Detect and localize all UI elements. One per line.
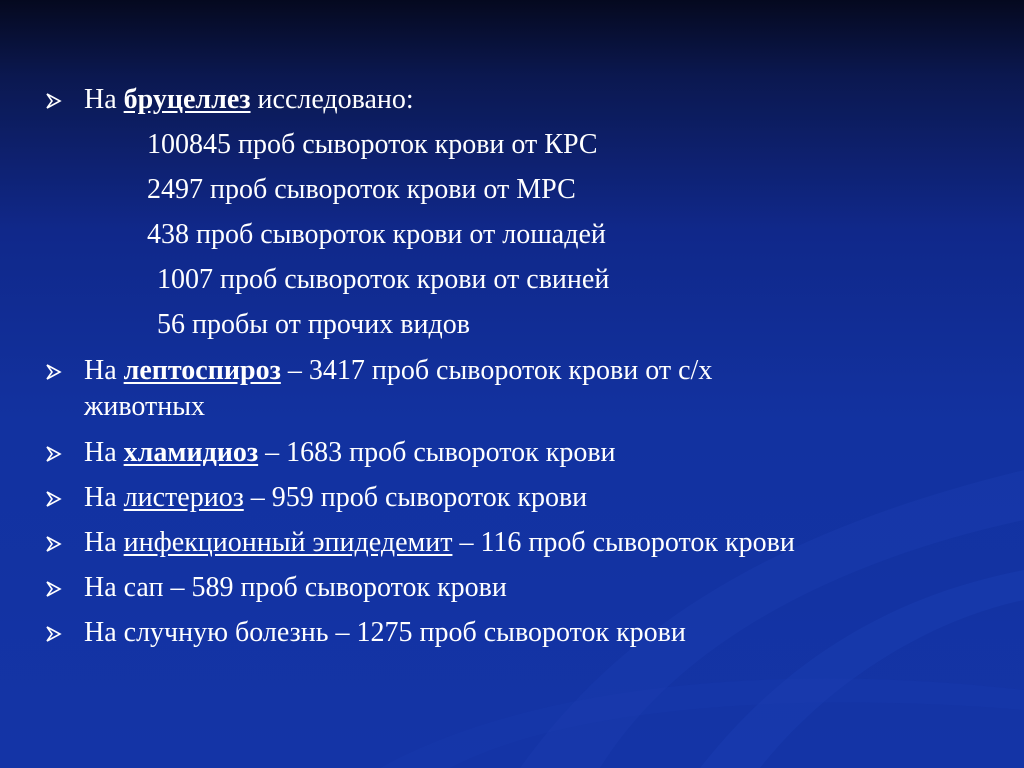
arrowhead-bullet-icon bbox=[46, 580, 62, 598]
leptospirosis-disease: лептоспироз bbox=[123, 355, 281, 386]
leptospirosis-prefix: На bbox=[84, 355, 124, 386]
dourine-item: На случную болезнь – 1275 проб сывороток крови bbox=[84, 617, 686, 648]
glanders-item: На сап – 589 проб сывороток крови bbox=[84, 572, 507, 603]
infectious-epididymitis-prefix: На bbox=[84, 527, 124, 558]
leptospirosis-item bbox=[84, 355, 712, 387]
chlamydiosis-item bbox=[84, 437, 616, 469]
leptospirosis-suffix: – 3417 проб сывороток крови от с/х bbox=[280, 355, 713, 386]
chlamydiosis-disease: хламидиоз bbox=[123, 437, 259, 468]
leptospirosis-continuation: животных bbox=[84, 391, 206, 422]
arrowhead-bullet-icon bbox=[46, 535, 62, 553]
listeriosis-item bbox=[84, 482, 587, 514]
arrowhead-bullet-icon bbox=[46, 445, 62, 463]
brucellosis-suffix: исследовано: bbox=[250, 84, 414, 115]
infectious-epididymitis-suffix: – 116 проб сывороток крови bbox=[452, 527, 795, 558]
brucellosis-sample-other: 56 пробы от прочих видов bbox=[157, 309, 470, 340]
arrowhead-bullet-icon bbox=[46, 490, 62, 508]
infectious-epididymitis-disease: инфекционный эпидедемит bbox=[123, 527, 453, 558]
arrowhead-bullet-icon bbox=[46, 625, 62, 643]
brucellosis-prefix: На bbox=[84, 84, 124, 115]
listeriosis-prefix: На bbox=[84, 482, 124, 513]
brucellosis-sample-cattle: 100845 проб сывороток крови от КРС bbox=[147, 129, 598, 160]
chlamydiosis-suffix: – 1683 проб сывороток крови bbox=[258, 437, 616, 468]
brucellosis-heading bbox=[84, 84, 414, 116]
listeriosis-disease: листериоз bbox=[123, 482, 244, 513]
brucellosis-disease: бруцеллез bbox=[123, 84, 251, 115]
infectious-epididymitis-item bbox=[84, 527, 795, 559]
brucellosis-sample-pigs: 1007 проб сывороток крови от свиней bbox=[157, 264, 610, 295]
brucellosis-sample-horses: 438 проб сывороток крови от лошадей bbox=[147, 219, 606, 250]
listeriosis-suffix: – 959 проб сывороток крови bbox=[243, 482, 588, 513]
brucellosis-sample-small-ruminants: 2497 проб сывороток крови от МРС bbox=[147, 174, 576, 205]
arrowhead-bullet-icon bbox=[46, 363, 62, 381]
arrowhead-bullet-icon bbox=[46, 92, 62, 110]
chlamydiosis-prefix: На bbox=[84, 437, 124, 468]
